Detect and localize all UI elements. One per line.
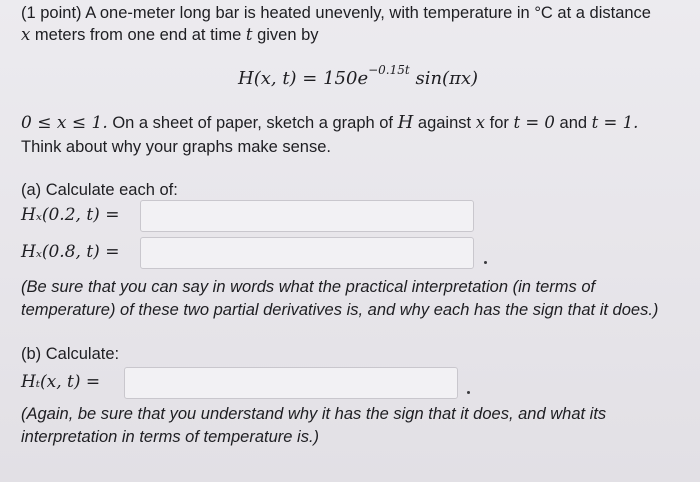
intro-rest: meters from one end at time — [34, 26, 242, 44]
part-b-label — [21, 372, 100, 392]
problem-intro-line2 — [21, 25, 319, 45]
var-x: x — [21, 25, 31, 44]
period-dot-b — [467, 391, 470, 394]
sketch-text-b: against — [417, 114, 472, 132]
sketch-instruction — [21, 113, 638, 133]
part-b-note-text2: interpretation in terms of temperature is.) — [21, 428, 320, 446]
sketch-t1: t = 1. — [591, 113, 639, 132]
sketch-x: x — [475, 113, 486, 132]
temperature-equation — [238, 63, 479, 89]
hx-02-label: Hₓ(0.2, t) = — [21, 205, 120, 225]
hx-02-answer-field[interactable] — [140, 200, 474, 232]
part-a-note-text1: (Be sure that you can say in words what the practical interpretation (in terms of — [21, 278, 596, 296]
part-a-note-line2 — [21, 300, 658, 320]
part-b-note-line2 — [21, 427, 319, 447]
problem-intro-line1 — [21, 3, 651, 23]
part-a-heading-text: (a) Calculate each of: — [21, 181, 178, 199]
part-b-note-text1: (Again, be sure that you understand why it has the sign that it does, and what its — [21, 405, 607, 423]
sketch-text-c: for — [489, 114, 509, 132]
ht-answer-field[interactable] — [124, 367, 458, 399]
equation-lhs: H(x, t) = 150e — [238, 68, 369, 89]
part-b-heading-text: (b) Calculate: — [21, 345, 120, 363]
sketch-t0: t = 0 — [513, 113, 555, 132]
equation-rhs: sin(πx) — [415, 68, 479, 89]
sketch-text-a: On a sheet of paper, sketch a graph of — [112, 114, 394, 132]
sketch-h: H — [397, 112, 414, 133]
part-a-note-text2: temperature) of these two partial derivatives is, and why each has the sign that it does.) — [21, 301, 659, 319]
part-a-note-line1 — [21, 277, 595, 297]
sketch-and: and — [559, 114, 588, 132]
part-a-label-2 — [21, 242, 119, 262]
think-text: Think about why your graphs make sense. — [21, 138, 331, 156]
equation-exponent: −0.15t — [368, 63, 410, 77]
part-b-note-line1 — [21, 404, 606, 424]
var-t: t — [245, 25, 253, 44]
intro-end: given by — [257, 26, 319, 44]
intro-text: (1 point) A one-meter long bar is heated unevenly, with temperature in °C at a distance — [21, 4, 651, 22]
period-dot — [484, 261, 487, 264]
part-a-heading — [21, 180, 178, 200]
think-line — [21, 137, 331, 157]
hx-08-answer-field[interactable] — [140, 237, 474, 269]
ht-label: Hₜ(x, t) = — [21, 372, 101, 392]
part-b-heading — [21, 344, 119, 364]
part-a-label-1 — [21, 205, 119, 225]
domain-text: 0 ≤ x ≤ 1. — [21, 113, 108, 133]
hx-08-label: Hₓ(0.8, t) = — [21, 242, 120, 262]
